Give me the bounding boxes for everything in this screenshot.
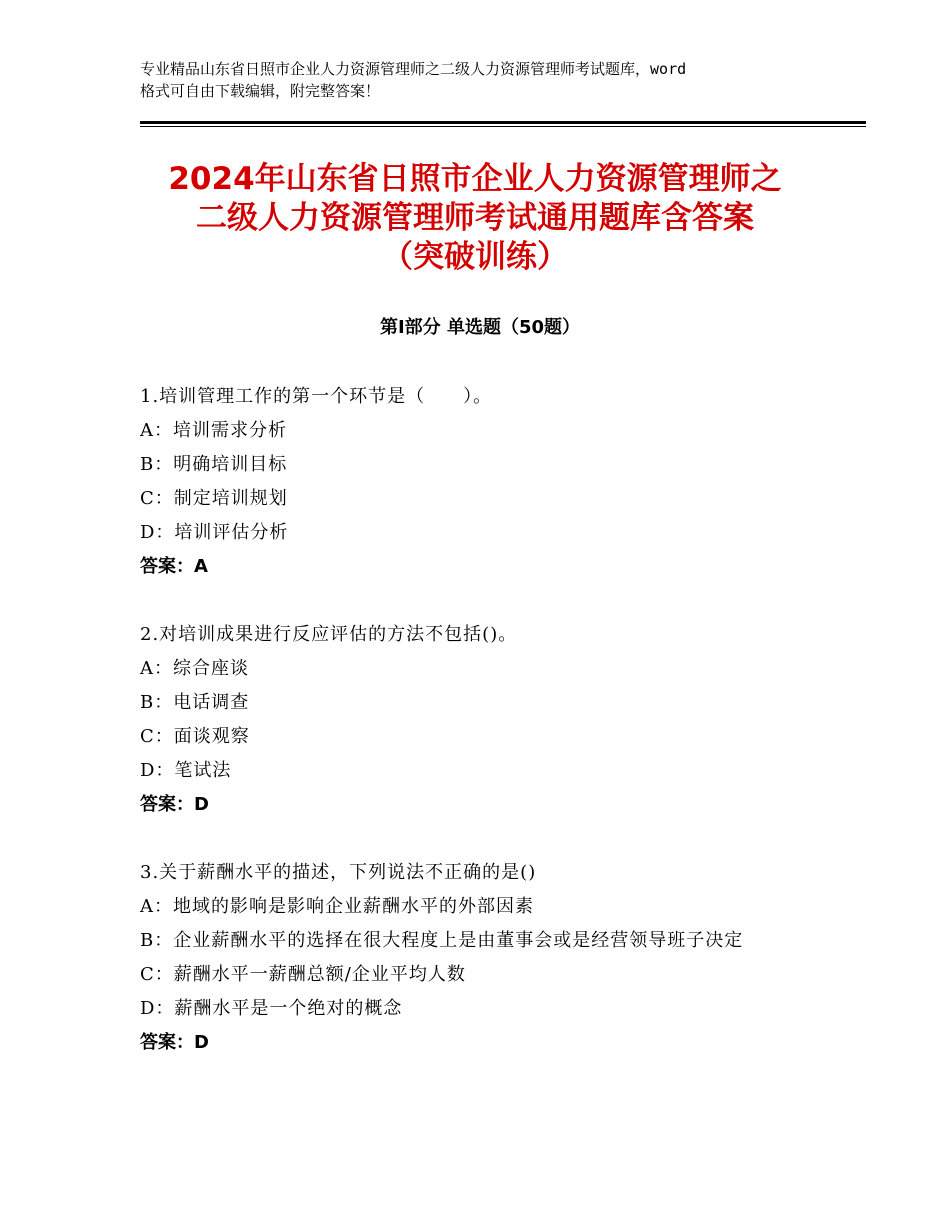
question-1: [140, 380, 820, 584]
option-a: A：培训需求分析: [140, 420, 287, 441]
question-stem: 2.对培训成果进行反应评估的方法不包括()。: [140, 624, 518, 645]
header-note: [140, 58, 820, 102]
header-note-line1: 专业精品山东省日照市企业人力资源管理师之二级人力资源管理师考试题库，word: [140, 60, 687, 78]
section-heading: 第Ⅰ部分 单选题（50题）: [379, 317, 580, 338]
option-d: D：薪酬水平是一个绝对的概念: [140, 998, 403, 1019]
option-b: B：明确培训目标: [140, 454, 288, 475]
answer: 答案：A: [140, 556, 208, 577]
answer: 答案：D: [140, 794, 209, 815]
question-3: [140, 856, 820, 1060]
option-b: B：企业薪酬水平的选择在很大程度上是由董事会或是经营领导班子决定: [140, 930, 744, 951]
header-divider-thin: [140, 126, 866, 127]
question-list: [140, 380, 820, 1094]
title-line3: （突破训练）: [382, 239, 568, 275]
option-d: D：培训评估分析: [140, 522, 289, 543]
option-c: C：薪酬水平一薪酬总额/企业平均人数: [140, 964, 466, 985]
question-stem: 1.培训管理工作的第一个环节是（ ）。: [140, 386, 493, 407]
question-stem: 3.关于薪酬水平的描述，下列说法不正确的是(): [140, 862, 537, 883]
header-divider-thick: [140, 121, 866, 124]
document-title: [120, 160, 830, 277]
option-a: A：综合座谈: [140, 658, 249, 679]
option-c: C：面谈观察: [140, 726, 250, 747]
answer: 答案：D: [140, 1032, 209, 1053]
option-d: D：笔试法: [140, 760, 232, 781]
question-2: [140, 618, 820, 822]
title-line2: 二级人力资源管理师考试通用题库含答案: [196, 200, 754, 236]
header-note-line2: 格式可自由下载编辑，附完整答案！: [140, 82, 381, 100]
option-b: B：电话调查: [140, 692, 250, 713]
option-a: A：地域的影响是影响企业薪酬水平的外部因素: [140, 896, 534, 917]
option-c: C：制定培训规划: [140, 488, 288, 509]
title-line1: 2024年山东省日照市企业人力资源管理师之: [168, 161, 782, 197]
